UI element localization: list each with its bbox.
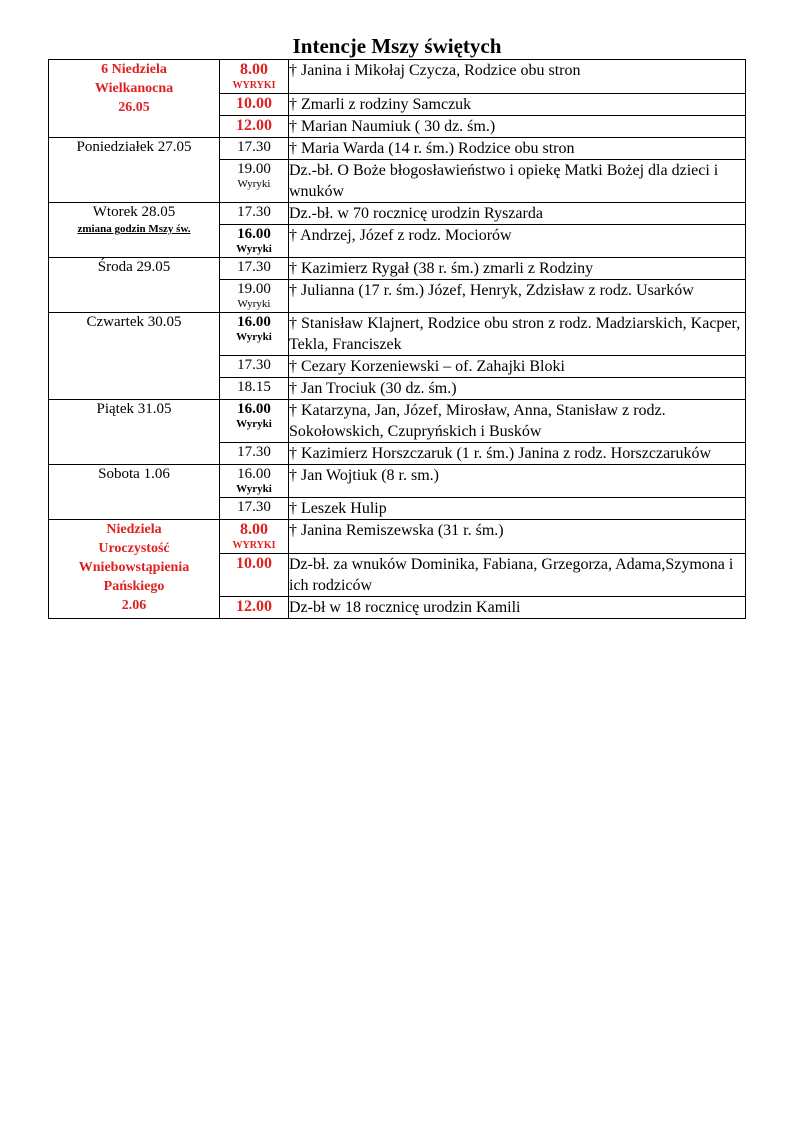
mass-time: 19.00 — [237, 281, 271, 297]
mass-time-cell — [220, 498, 289, 520]
mass-time-cell — [220, 400, 289, 443]
mass-time: 16.00 — [237, 226, 271, 242]
mass-intention: Dz.-bł. w 70 rocznicę urodzin Ryszarda — [289, 203, 746, 225]
day-name-line: Środa 29.05 — [97, 259, 171, 275]
day-note: zmiana godzin Mszy św. — [77, 223, 191, 235]
mass-time-cell — [220, 160, 289, 203]
mass-time: 12.00 — [236, 117, 272, 134]
mass-time-cell — [220, 313, 289, 356]
mass-time-cell — [220, 356, 289, 378]
day-cell — [49, 258, 220, 313]
mass-time: 17.30 — [237, 357, 271, 373]
table-row — [49, 203, 746, 225]
day-name-line: Pańskiego — [103, 579, 165, 594]
day-name-line: Wniebowstąpienia — [78, 560, 190, 575]
day-name-line: Niedziela — [106, 522, 162, 537]
mass-time-cell — [220, 465, 289, 498]
mass-time-cell — [220, 520, 289, 554]
table-row — [49, 138, 746, 160]
mass-intention: Dz.-bł. O Boże błogosławieństwo i opiekę Matki Bożej dla dzieci i wnuków — [289, 160, 746, 203]
day-cell — [49, 60, 220, 138]
mass-intention: † Maria Warda (14 r. śm.) Rodzice obu stron — [289, 138, 746, 160]
mass-time: 8.00 — [240, 521, 268, 538]
day-name-line: Sobota 1.06 — [98, 466, 170, 482]
day-name-line: Uroczystość — [98, 541, 170, 556]
mass-time: 16.00 — [237, 401, 271, 417]
mass-intention: † Stanisław Klajnert, Rodzice obu stron z rodz. Madziarskich, Kacper, Tekla, Franciszek — [289, 313, 746, 356]
mass-location: Wyryki — [237, 298, 271, 310]
mass-location: Wyryki — [237, 178, 271, 190]
mass-time: 16.00 — [237, 466, 271, 482]
table-row — [49, 258, 746, 280]
mass-time-cell — [220, 258, 289, 280]
mass-time: 17.30 — [237, 259, 271, 275]
day-cell — [49, 203, 220, 258]
table-row — [49, 465, 746, 498]
mass-intention: Dz-bł w 18 rocznicę urodzin Kamili — [289, 597, 746, 619]
mass-time-cell — [220, 554, 289, 597]
mass-location: Wyryki — [236, 331, 272, 343]
day-name-line: 2.06 — [121, 598, 147, 613]
mass-time: 17.30 — [237, 204, 271, 220]
mass-intention: † Kazimierz Horszczaruk (1 r. śm.) Janina z rodz. Horszczaruków — [289, 443, 746, 465]
mass-time: 10.00 — [236, 555, 272, 572]
day-cell — [49, 400, 220, 465]
mass-time-cell — [220, 138, 289, 160]
mass-location: Wyryki — [236, 418, 272, 430]
mass-time-cell — [220, 94, 289, 116]
day-name-line: Wielkanocna — [94, 81, 174, 96]
mass-intention: † Andrzej, Józef z rodz. Mociorów — [289, 225, 746, 258]
mass-location: Wyryki — [236, 483, 272, 495]
mass-intention: † Marian Naumiuk ( 30 dz. śm.) — [289, 116, 746, 138]
mass-time-cell — [220, 116, 289, 138]
day-name-line: Poniedziałek 27.05 — [76, 139, 192, 155]
mass-time: 12.00 — [236, 598, 272, 615]
page-title: Intencje Mszy świętych — [292, 34, 502, 58]
mass-time-cell — [220, 443, 289, 465]
mass-intention: † Katarzyna, Jan, Józef, Mirosław, Anna, Stanisław z rodz. Sokołowskich, Czupryńskich i Busków — [289, 400, 746, 443]
mass-time: 16.00 — [237, 314, 271, 330]
table-row — [49, 313, 746, 356]
mass-location: WYRYKI — [232, 540, 276, 551]
mass-intention: † Jan Trociuk (30 dz. śm.) — [289, 378, 746, 400]
mass-time-cell — [220, 203, 289, 225]
day-name-line: Wtorek 28.05 — [92, 204, 176, 220]
mass-location: WYRYKI — [232, 80, 276, 91]
mass-time: 8.00 — [240, 61, 268, 78]
day-cell — [49, 313, 220, 400]
table-row — [49, 520, 746, 554]
mass-intention: † Janina Remiszewska (31 r. śm.) — [289, 520, 746, 554]
mass-intention: † Cezary Korzeniewski – of. Zahajki Bloki — [289, 356, 746, 378]
mass-time-cell — [220, 225, 289, 258]
day-name-line: 26.05 — [118, 100, 150, 115]
mass-time: 10.00 — [236, 95, 272, 112]
table-row — [49, 60, 746, 94]
mass-intention: † Kazimierz Rygał (38 r. śm.) zmarli z Rodziny — [289, 258, 746, 280]
day-cell — [49, 465, 220, 520]
mass-intention: † Zmarli z rodziny Samczuk — [289, 94, 746, 116]
mass-intention: † Julianna (17 r. śm.) Józef, Henryk, Zdzisław z rodz. Usarków — [289, 280, 746, 313]
mass-time-cell — [220, 60, 289, 94]
mass-location: Wyryki — [236, 243, 272, 255]
mass-time: 17.30 — [237, 139, 271, 155]
mass-intention: Dz-bł. za wnuków Dominika, Fabiana, Grzegorza, Adama,Szymona i ich rodziców — [289, 554, 746, 597]
mass-time-cell — [220, 597, 289, 619]
mass-time-cell — [220, 280, 289, 313]
mass-intention: † Jan Wojtiuk (8 r. sm.) — [289, 465, 746, 498]
day-cell — [49, 520, 220, 619]
day-name-line: 6 Niedziela — [101, 62, 167, 77]
mass-time: 19.00 — [237, 161, 271, 177]
mass-time: 17.30 — [237, 444, 271, 460]
day-cell — [49, 138, 220, 203]
table-row — [49, 400, 746, 443]
mass-intentions-table — [48, 59, 746, 619]
mass-time: 18.15 — [237, 379, 271, 395]
day-name-line: Czwartek 30.05 — [86, 314, 182, 330]
mass-intention: † Leszek Hulip — [289, 498, 746, 520]
mass-time-cell — [220, 378, 289, 400]
mass-time: 17.30 — [237, 499, 271, 515]
mass-intention: † Janina i Mikołaj Czycza, Rodzice obu stron — [289, 60, 746, 94]
day-name-line: Piątek 31.05 — [96, 401, 172, 417]
